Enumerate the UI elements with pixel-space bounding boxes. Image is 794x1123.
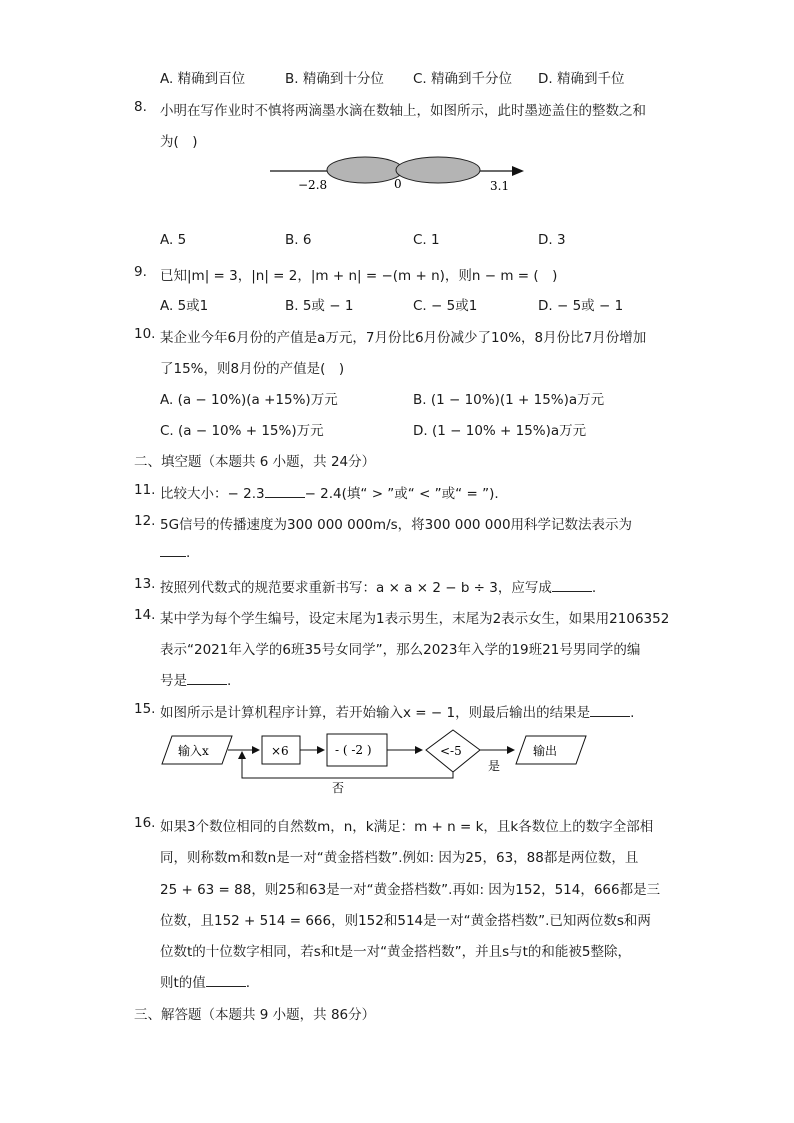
q14-number: 14. xyxy=(134,607,156,623)
flow-multiply-label: ×6 xyxy=(271,744,289,758)
q14-text-line3 xyxy=(160,669,231,689)
q10-option-a: A. (a − 10%)(a +15%)万元 xyxy=(160,392,338,408)
q15-text xyxy=(160,701,634,721)
q12-answer-blank xyxy=(160,544,186,557)
q16-number: 16. xyxy=(134,815,156,831)
q16-text-pre: 则t的值 xyxy=(160,975,206,991)
flow-subtract-label: - ( -2 ) xyxy=(335,743,372,757)
q13-number: 13. xyxy=(134,576,156,592)
q11-number: 11. xyxy=(134,482,156,498)
q16-text-line6 xyxy=(160,971,250,991)
label-neg-2-8: −2.8 xyxy=(298,178,328,192)
q8-text-line2: 为( ) xyxy=(160,134,198,150)
q15-text-pre: 如图所示是计算机程序计算，若开始输入x = − 1，则最后输出的结果是 xyxy=(160,705,591,721)
q10-option-c: C. (a − 10% + 15%)万元 xyxy=(160,423,324,439)
q7-option-b: B. 精确到十分位 xyxy=(285,71,384,87)
flow-output-label: 输出 xyxy=(533,744,558,758)
q11-answer-blank xyxy=(265,485,305,498)
q11-text-pre: 比较大小：− 2.3 xyxy=(160,486,265,502)
q10-text-line2: 了15%，则8月份的产值是( ) xyxy=(160,361,345,377)
q10-option-d: D. (1 − 10% + 15%)a万元 xyxy=(413,423,587,439)
section-3-heading: 三、解答题（本题共 9 小题，共 86分） xyxy=(134,1007,376,1023)
flow-yes-label: 是 xyxy=(488,759,501,773)
q13-text-pre: 按照列代数式的规范要求重新书写：a × a × 2 − b ÷ 3，应写成 xyxy=(160,580,552,596)
flow-no-label: 否 xyxy=(332,781,345,795)
ink-blot-left xyxy=(327,157,403,183)
number-line-arrow xyxy=(512,166,524,176)
q14-text-post: . xyxy=(227,673,232,689)
q16-text-line5: 位数t的十位数字相同，若s和t是一对“黄金搭档数”，并且s与t的和能被5整除， xyxy=(160,944,632,960)
q16-text-line3: 25 + 63 = 88，则25和63是一对“黄金搭档数”.再如: 因为152，514，666都是三 xyxy=(160,882,661,898)
q16-text-line1: 如果3个数位相同的自然数m，n，k满足：m + n = k，且k各数位上的数字全部相 xyxy=(160,819,654,835)
q13-text xyxy=(160,576,596,596)
q16-text-post: . xyxy=(245,975,251,991)
q8-option-c: C. 1 xyxy=(413,232,440,248)
q7-option-a: A. 精确到百位 xyxy=(160,71,246,87)
q13-text-post: . xyxy=(591,580,597,596)
q12-text-line2 xyxy=(160,544,190,561)
number-line-figure xyxy=(268,150,530,196)
flowchart-figure xyxy=(158,728,590,798)
q11-text xyxy=(160,482,499,502)
ink-blot-right xyxy=(396,157,480,183)
q9-option-c: C. − 5或1 xyxy=(413,298,478,314)
q14-text-pre: 号是 xyxy=(160,673,187,689)
label-3-1: 3.1 xyxy=(490,179,510,193)
flow-input-label: 输入x xyxy=(178,744,209,758)
q8-option-b: B. 6 xyxy=(285,232,312,248)
q8-number: 8. xyxy=(134,99,147,115)
section-2-heading: 二、填空题（本题共 6 小题，共 24分） xyxy=(134,454,376,470)
q9-number: 9. xyxy=(134,264,147,280)
q12-text-post: . xyxy=(186,545,191,561)
q8-text-line1: 小明在写作业时不慎将两滴墨水滴在数轴上，如图所示，此时墨迹盖住的整数之和 xyxy=(160,103,646,119)
q16-text-line2: 同，则称数m和数n是一对“黄金搭档数”.例如: 因为25，63，88都是两位数，且 xyxy=(160,850,639,866)
q14-answer-blank xyxy=(187,672,227,685)
q15-number: 15. xyxy=(134,701,156,717)
q14-text-line2: 表示“2021年入学的6班35号女同学”，那么2023年入学的19班21号男同学的编 xyxy=(160,642,641,658)
label-0: 0 xyxy=(394,177,402,191)
q14-text-line1: 某中学为每个学生编号，设定末尾为1表示男生，末尾为2表示女生，如果用2106352 xyxy=(160,611,670,627)
q8-option-a: A. 5 xyxy=(160,232,187,248)
q15-text-post: . xyxy=(630,705,635,721)
q7-option-d: D. 精确到千位 xyxy=(538,71,625,87)
q13-answer-blank xyxy=(552,579,592,592)
q7-option-c: C. 精确到千分位 xyxy=(413,71,513,87)
q9-option-b: B. 5或 − 1 xyxy=(285,298,354,314)
q10-option-b: B. (1 − 10%)(1 + 15%)a万元 xyxy=(413,392,605,408)
flow-condition-label: <-5 xyxy=(440,744,462,758)
q9-text: 已知|m| = 3，|n| = 2，|m + n| = −(m + n)，则n − m = ( ) xyxy=(160,268,558,284)
q10-number: 10. xyxy=(134,326,156,342)
q10-text-line1: 某企业今年6月份的产值是a万元，7月份比6月份减少了10%，8月份比7月份增加 xyxy=(160,330,647,346)
q9-option-a: A. 5或1 xyxy=(160,298,209,314)
q12-text-line1: 5G信号的传播速度为300 000 000m/s，将300 000 000用科学记数法表示为 xyxy=(160,517,633,533)
q11-text-post: − 2.4(填“ > ”或“ < ”或“ = ”). xyxy=(304,486,499,502)
q15-answer-blank xyxy=(590,704,630,717)
q8-option-d: D. 3 xyxy=(538,232,566,248)
q12-number: 12. xyxy=(134,513,156,529)
q16-answer-blank xyxy=(206,974,246,987)
q9-option-d: D. − 5或 − 1 xyxy=(538,298,624,314)
q16-text-line4: 位数，且152 + 514 = 666，则152和514是一对“黄金搭档数”.已知两位数s和两 xyxy=(160,913,651,929)
